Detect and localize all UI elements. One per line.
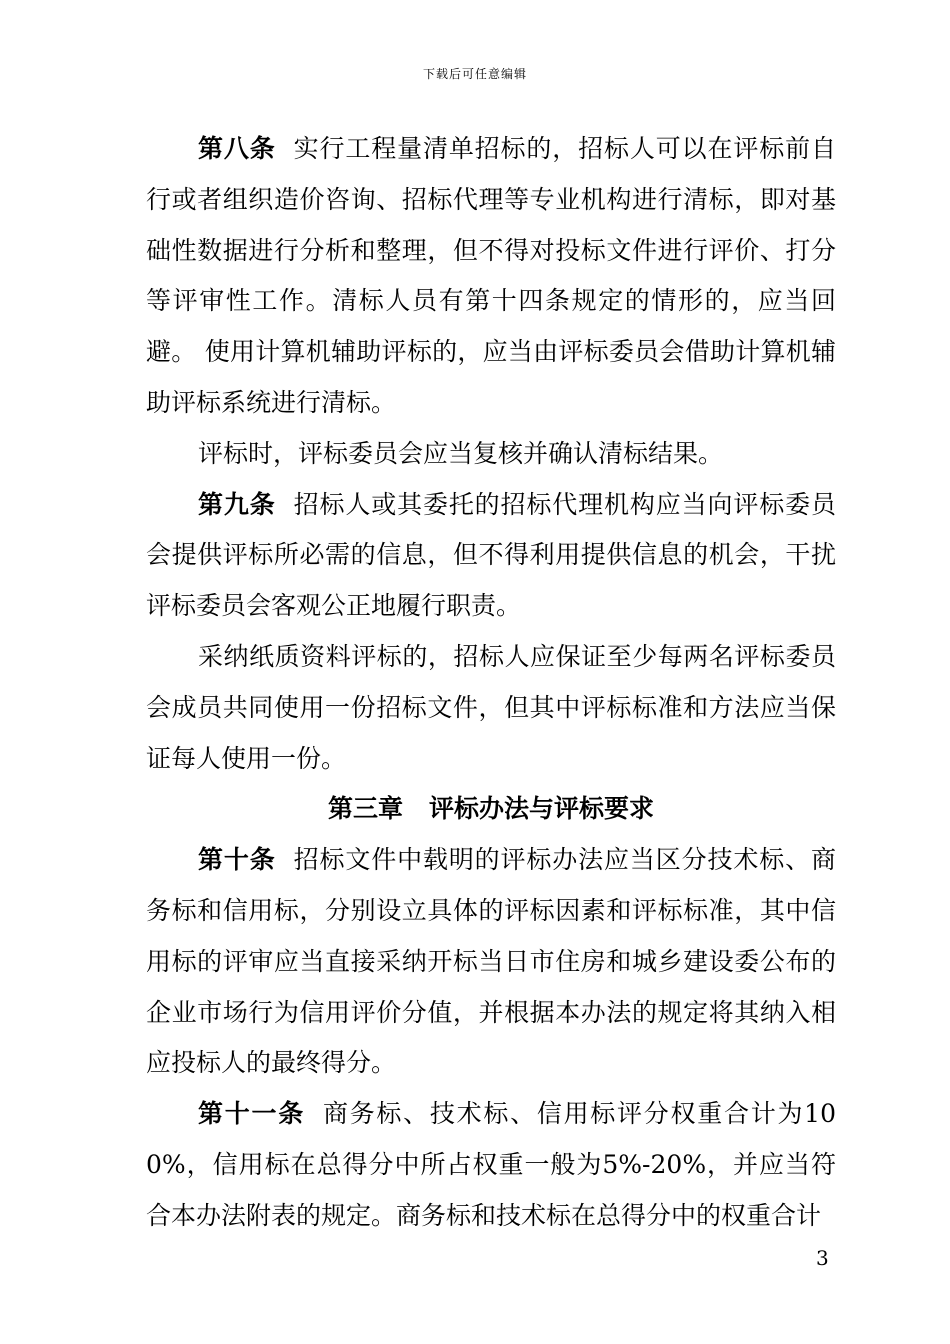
article-9-paragraph-1 bbox=[146, 480, 836, 632]
article-8-paragraph-2 bbox=[146, 429, 836, 480]
article-9-number: 第九条 bbox=[198, 489, 276, 519]
article-10-number: 第十条 bbox=[198, 845, 276, 875]
chapter-heading bbox=[146, 784, 836, 835]
article-11-number: 第十一条 bbox=[198, 1099, 305, 1129]
chapter-title: 评标办法与评标要求 bbox=[429, 794, 655, 824]
article-11-text: 商务标、技术标、信用标评分权重合计为100%，信用标在总得分中所占权重一般为5%-20%，并应当符合本办法附表的规定。商务标和技术标在总得分中的权重合计 bbox=[146, 1099, 836, 1230]
page-header-note: 下载后可任意编辑 bbox=[422, 67, 527, 81]
article-9-paragraph-2 bbox=[146, 632, 836, 784]
article-9-text-1: 招标人或其委托的招标代理机构应当向评标委员会提供评标所必需的信息，但不得利用提供信息的机会，干扰评标委员会客观公正地履行职责。 bbox=[146, 489, 836, 621]
article-10-text: 招标文件中载明的评标办法应当区分技术标、商务标和信用标，分别设立具体的评标因素和评标标准，其中信用标的评审应当直接采纳开标当日市住房和城乡建设委公布的企业市场行为信用评价分值，并根据本办法的规定将其纳入相应投标人的最终得分。 bbox=[146, 845, 836, 1078]
article-8-text-1: 实行工程量清单招标的，招标人可以在评标前自行或者组织造价咨询、招标代理等专业机构进行清标，即对基础性数据进行分析和整理，但不得对投标文件进行评价、打分等评审性工作。清标人员有第十四条规定的情形的，应当回避。 使用计算机辅助评标的，应当由评标委员会借助计算机辅助评标系统进行清标。 bbox=[146, 134, 836, 417]
article-8-text-2: 评标时，评标委员会应当复核并确认清标结果。 bbox=[198, 438, 724, 468]
article-9-text-2: 采纳纸质资料评标的，招标人应保证至少每两名评标委员会成员共同使用一份招标文件，但其中评标标准和方法应当保证每人使用一份。 bbox=[146, 641, 836, 773]
article-8-number: 第八条 bbox=[198, 134, 276, 163]
article-11-paragraph bbox=[146, 1089, 836, 1241]
chapter-number: 第三章 bbox=[327, 794, 403, 824]
article-10-paragraph bbox=[146, 835, 836, 1089]
article-8-paragraph-1 bbox=[146, 124, 836, 429]
page-number: 3 bbox=[816, 1246, 829, 1270]
document-body bbox=[146, 124, 836, 1242]
